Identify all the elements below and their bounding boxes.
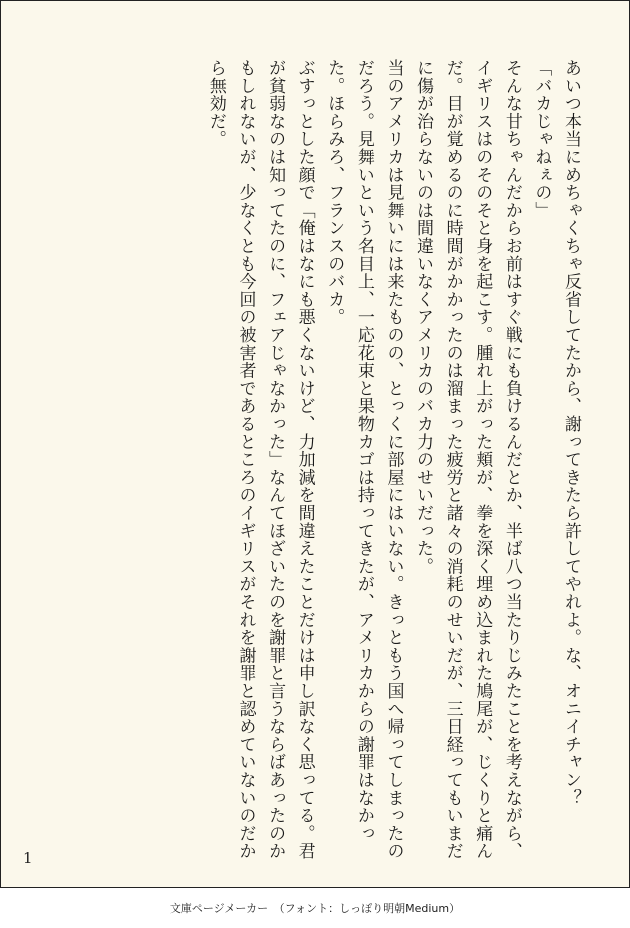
paragraph-2: そんな甘ちゃんだからお前はすぐ戦にも負けるんだとか、半ば八つ当たりじみたことを考えながら、イギリスはのそのそと身を起こす。腫れ上がった頬が、拳を深く埋め込まれた鳩尾が、じくりと痛んだ。目が覚めるのに時間がかかったのは溜まった疲労と諸々の消耗のせいだが、三日経ってもいまだに傷が治らないのは間違いなくアメリカのバカ力のせいだった。 xyxy=(413,59,522,860)
paragraph-dialogue: 「バカじゃねぇの」 xyxy=(531,59,552,220)
paragraph-1: あいつ本当にめちゃくちゃ反省してたから、謝ってきたら許してやれよ。な、オニイチャン？ xyxy=(561,59,581,807)
paragraph-3: 当のアメリカは見舞いには来たものの、とっくに部屋にはいない。きっともう国へ帰ってしまったのだろう。見舞いという名目上、一応花束と果物カゴは持ってきたが、アメリカからの謝罪はなかった。ほらみろ、フランスのバカ。 xyxy=(324,59,404,860)
page-number: 1 xyxy=(23,849,33,867)
vertical-text-body xyxy=(45,59,585,869)
footer-credit: 文庫ページメーカー （フォント：しっぽり明朝Medium） xyxy=(169,902,461,915)
paragraph-4: ぶすっとした顔で「俺はなにも悪くないけど、力加減を間違えたことだけは申し訳なく思ってる。君が貧弱なのは知ってたのに、フェアじゃなかった」なんてほざいたのを謝罪と言うならばあったのかもしれないが、少なくとも今回の被害者であるところのイギリスがそれを謝罪と認めていないのだから無効だ。 xyxy=(205,59,315,860)
